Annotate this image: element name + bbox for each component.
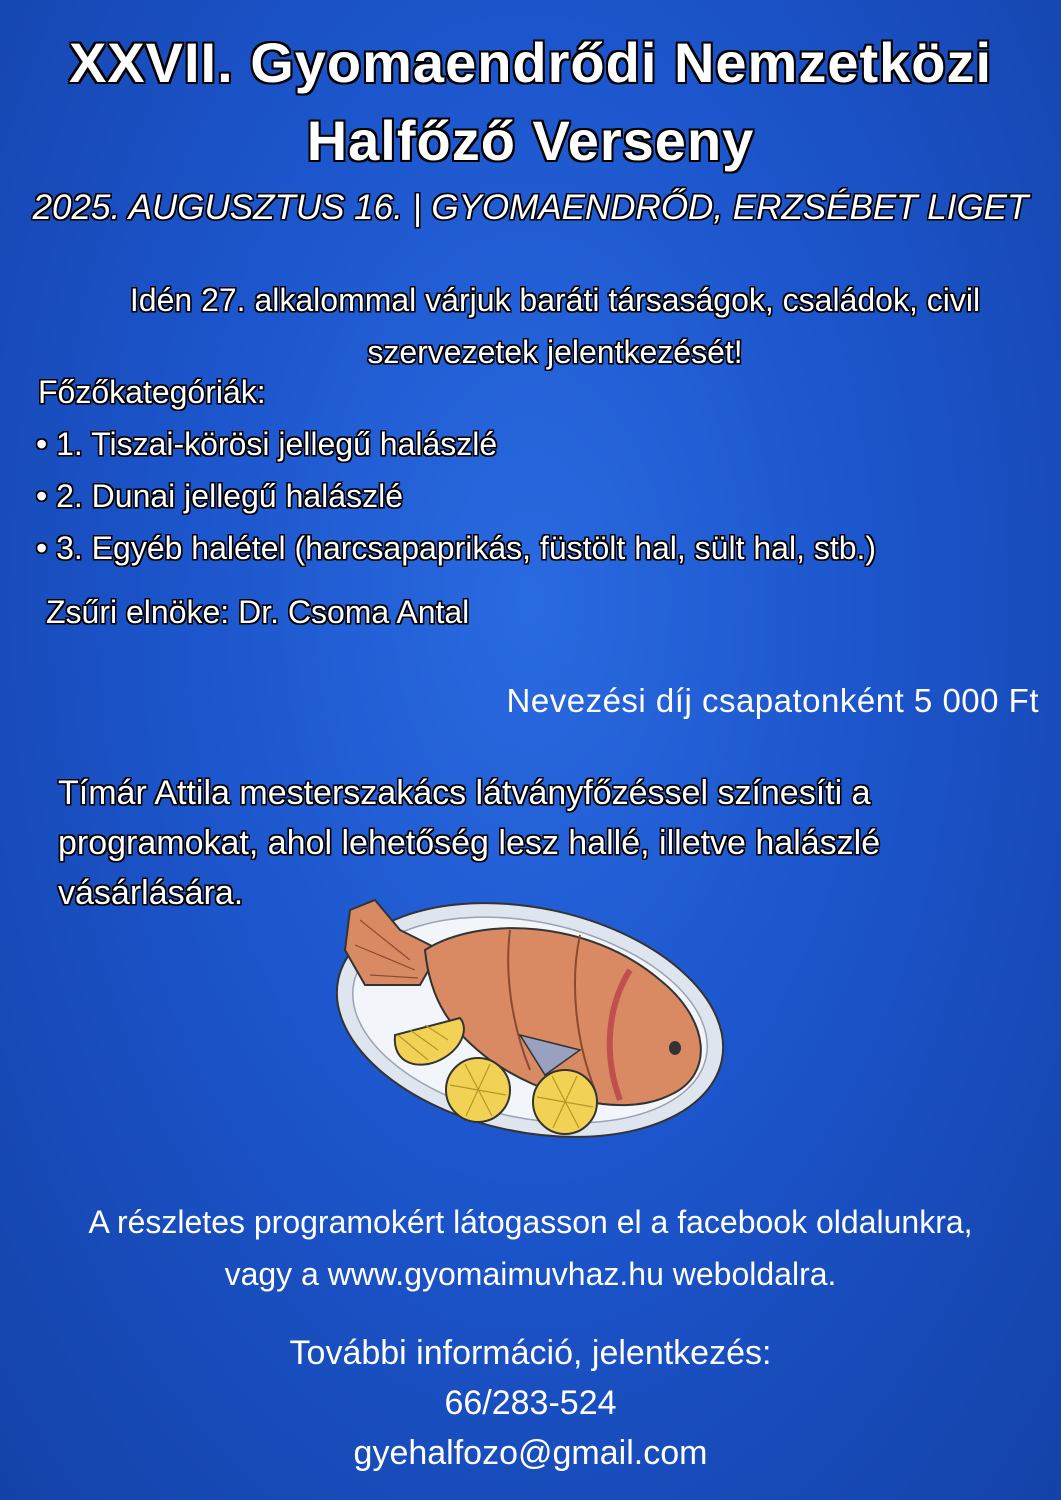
contact-email: gyehalfozo@gmail.com <box>353 1434 708 1472</box>
details-info <box>0 1196 1061 1300</box>
contact-info <box>0 1328 1061 1478</box>
poster-title-line2: Halfőző Verseny <box>306 109 755 172</box>
details-line2: vagy a www.gyomaimuvhaz.hu weboldalra. <box>224 1256 837 1292</box>
contact-heading: További információ, jelentkezés: <box>289 1334 772 1372</box>
chef-announcement: Tímár Attila mesterszakács látványfőzéssel színesíti a programokat, ahol lehetőség lesz hallé, illetve halászlé vásárlására. <box>58 774 881 912</box>
category-item-2: • 2. Dunai jellegű halászlé <box>36 478 403 514</box>
jury-chair: Zsűri elnöke: Dr. Csoma Antal <box>46 594 470 630</box>
fish-plate-illustration <box>330 890 730 1150</box>
fish-plate-icon <box>330 890 730 1150</box>
event-date-location: 2025. AUGUSZTUS 16. | GYOMAENDRŐD, ERZSÉBET LIGET <box>32 188 1029 227</box>
contact-phone: 66/283-524 <box>444 1384 617 1422</box>
lemon-slice-icon <box>533 1070 597 1134</box>
details-line1: A részletes programokért látogasson el a facebook oldalunkra, <box>88 1204 973 1240</box>
category-item-1: • 1. Tiszai-körösi jellegű halászlé <box>36 426 498 462</box>
intro-text: Idén 27. alkalommal várjuk baráti társaságok, családok, civil szervezetek jelentkezését! <box>129 282 981 370</box>
category-item-3: • 3. Egyéb halétel (harcsapaprikás, füstölt hal, sült hal, stb.) <box>36 530 877 566</box>
entry-fee: Nevezési díj csapatonként 5 000 Ft <box>506 682 1039 719</box>
poster-title-line1: XXVII. Gyomaendrődi Nemzetközi <box>68 31 993 94</box>
categories-heading: Főzőkategóriák: <box>38 374 266 410</box>
lemon-slice-icon <box>446 1058 510 1122</box>
